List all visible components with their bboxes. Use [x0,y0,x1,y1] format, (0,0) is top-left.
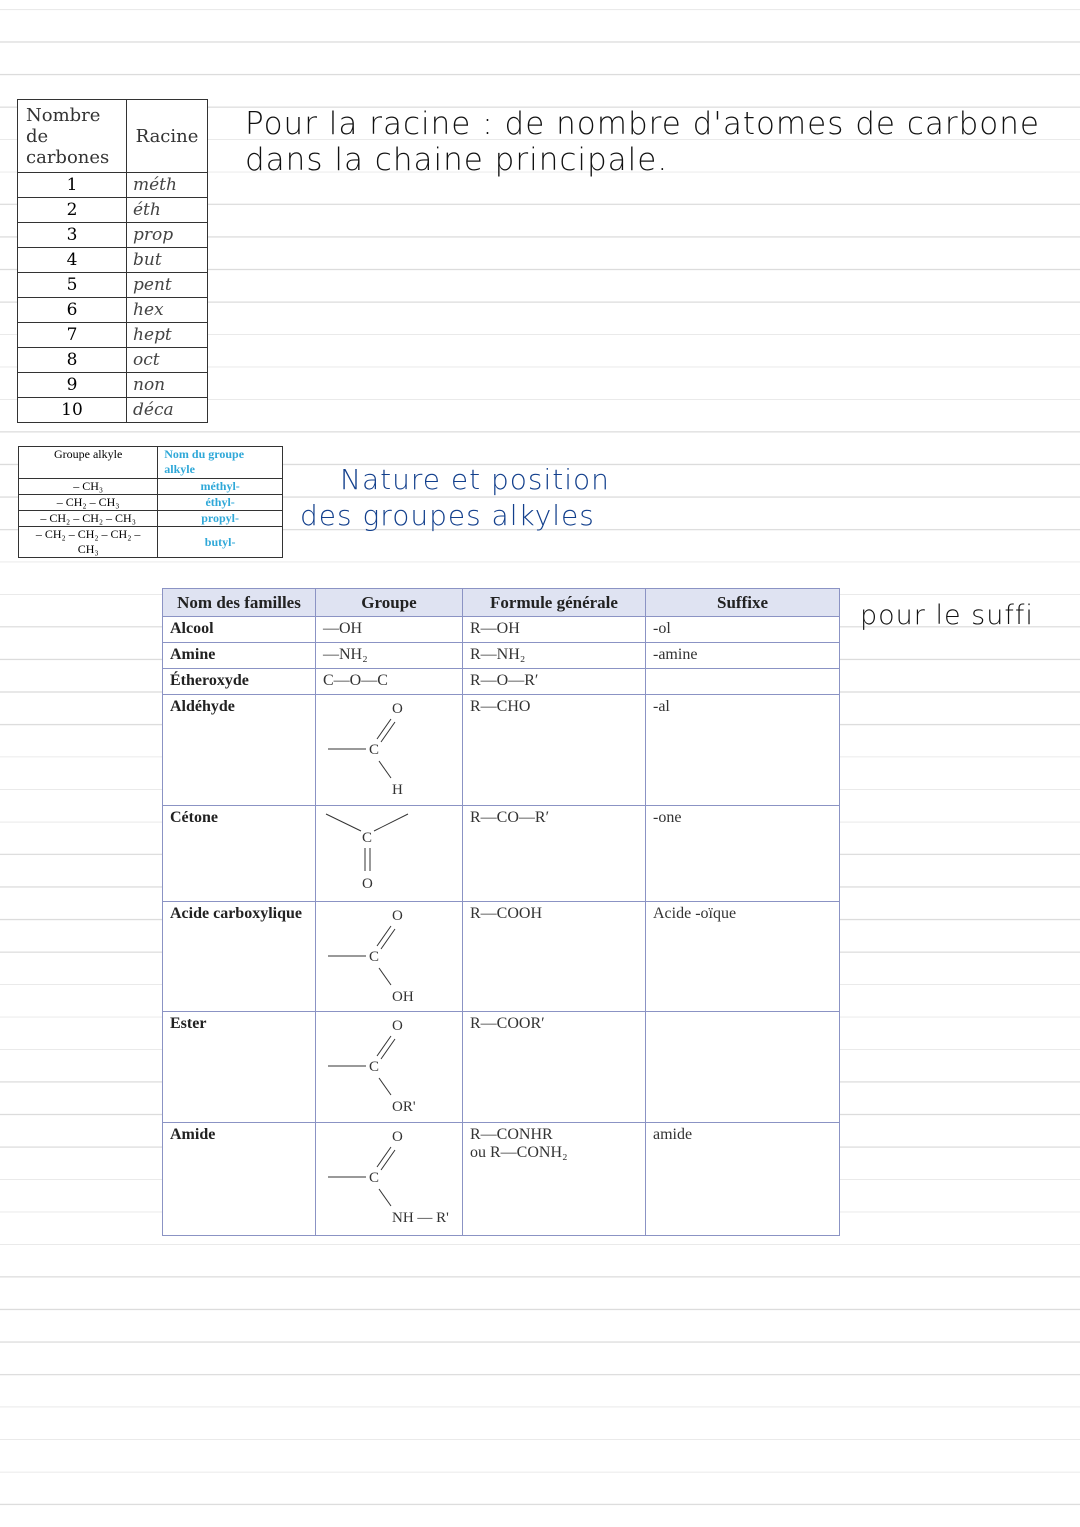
carbon-count: 5 [18,273,127,298]
family-name: Alcool [163,617,316,643]
root-name: oct [127,348,208,373]
family-formula [463,643,646,669]
carbon-row [18,373,208,398]
suffix-note: pour le suffi [860,600,1034,631]
family-row [163,1012,840,1123]
formula-text: R—COOH [470,905,543,922]
formula-text: R—CO—R′ [470,809,550,826]
header-group: Groupe alkyle [19,447,158,479]
carbonyl-structure [316,1012,462,1117]
family-suffix [646,1012,840,1123]
atom-bottom: NH — R' [392,1210,449,1226]
formula-text: R—NH₂ [470,646,526,663]
atom-bottom: H [392,782,403,798]
atom-c: C [369,1170,380,1186]
family-row [163,669,840,695]
carbon-row [18,398,208,423]
family-suffix [646,669,840,695]
family-row [163,643,840,669]
family-group [316,669,463,695]
carbon-root-table [17,99,208,423]
carbon-count: 1 [18,173,127,198]
family-group [316,617,463,643]
family-formula [463,695,646,806]
root-name: but [127,248,208,273]
carbonyl-structure [316,902,462,1006]
carbon-row [18,323,208,348]
formula-text: R—COOR′ [470,1015,545,1032]
family-name: Étheroxyde [163,669,316,695]
family-formula [463,669,646,695]
atom-c: C [369,1059,380,1075]
family-row [163,617,840,643]
header-group: Groupe [316,589,463,617]
formula-text: R—O—R′ [470,672,539,689]
header-name: Nom du groupe alkyle [158,447,283,479]
family-name: Amide [163,1123,316,1236]
alkyl-formula: – CH₂ – CH₃ [19,495,158,511]
family-group [316,902,463,1012]
family-row [163,806,840,902]
root-note-line1: Pour la racine : de nombre d'atomes de carbone [245,106,1040,142]
atom-c: C [369,742,380,758]
family-suffix: -ol [646,617,840,643]
family-suffix: amide [646,1123,840,1236]
root-name: non [127,373,208,398]
family-name: Cétone [163,806,316,902]
header-root: Racine [127,100,208,173]
carbon-count: 3 [18,223,127,248]
carbon-row [18,273,208,298]
carbon-count: 9 [18,373,127,398]
alkyl-formula: – CH₂ – CH₂ – CH₃ [19,511,158,527]
formula-alt: ou R—CONH₂ [470,1144,568,1161]
atom-top: O [392,908,403,924]
root-name: pent [127,273,208,298]
family-formula [463,1123,646,1236]
header-formula: Formule générale [463,589,646,617]
group-text: —OH [323,620,363,637]
group-text: C—O—C [323,672,388,689]
family-row [163,902,840,1012]
alkyl-note-line2: des groupes alkyles [300,499,595,532]
atom-bottom: OH [392,989,414,1005]
alkyl-table [18,446,283,558]
carbonyl-structure [316,695,462,800]
root-name: éth [127,198,208,223]
family-formula [463,902,646,1012]
carbon-count: 2 [18,198,127,223]
alkyl-note-line1: Nature et position [340,463,610,496]
carbon-count: 8 [18,348,127,373]
header-count: Nombre de carbones [18,100,127,173]
carbon-row [18,298,208,323]
alkyl-formula: – CH₂ – CH₂ – CH₂ – CH₃ [19,527,158,558]
alkyl-name: propyl- [158,511,283,527]
formula-text: R—OH [470,620,520,637]
family-suffix: -amine [646,643,840,669]
family-name: Acide carboxylique [163,902,316,1012]
carbon-count: 4 [18,248,127,273]
atom-top: O [392,1018,403,1034]
formula-text: R—CONHR [470,1126,553,1143]
atom-o: O [362,876,373,892]
group-text: —NH₂ [323,646,368,663]
family-group [316,695,463,806]
atom-c: C [362,830,373,846]
alkyl-name: éthyl- [158,495,283,511]
root-name: hept [127,323,208,348]
family-suffix: -al [646,695,840,806]
family-table [162,588,840,1236]
atom-top: O [392,701,403,717]
family-name: Amine [163,643,316,669]
family-formula [463,806,646,902]
atom-c: C [369,949,380,965]
header-suffix: Suffixe [646,589,840,617]
family-name: Ester [163,1012,316,1123]
carbon-count: 6 [18,298,127,323]
alkyl-formula: – CH₃ [19,479,158,495]
header-family: Nom des familles [163,589,316,617]
family-formula [463,617,646,643]
carbon-row [18,248,208,273]
carbon-row [18,223,208,248]
alkyl-row [19,511,283,527]
alkyl-row [19,479,283,495]
atom-top: O [392,1129,403,1145]
family-group [316,1123,463,1236]
family-group [316,806,463,902]
carbon-count: 7 [18,323,127,348]
family-suffix: -one [646,806,840,902]
alkyl-row [19,495,283,511]
family-row [163,1123,840,1236]
carbon-row [18,198,208,223]
alkyl-name: butyl- [158,527,283,558]
carbon-count: 10 [18,398,127,423]
root-note-line2: dans la chaine principale. [245,142,669,178]
family-formula [463,1012,646,1123]
root-name: déca [127,398,208,423]
carbon-row [18,173,208,198]
alkyl-note [300,462,610,534]
root-name: méth [127,173,208,198]
formula-text: R—CHO [470,698,531,715]
atom-bottom: OR' [392,1099,416,1115]
family-suffix: Acide -oïque [646,902,840,1012]
carbonyl-structure [316,1123,462,1230]
carbon-row [18,348,208,373]
family-name: Aldéhyde [163,695,316,806]
root-note [245,106,1040,178]
alkyl-row [19,527,283,558]
ketone-structure [316,806,462,896]
root-name: hex [127,298,208,323]
root-name: prop [127,223,208,248]
family-group [316,643,463,669]
family-group [316,1012,463,1123]
family-row [163,695,840,806]
alkyl-name: méthyl- [158,479,283,495]
